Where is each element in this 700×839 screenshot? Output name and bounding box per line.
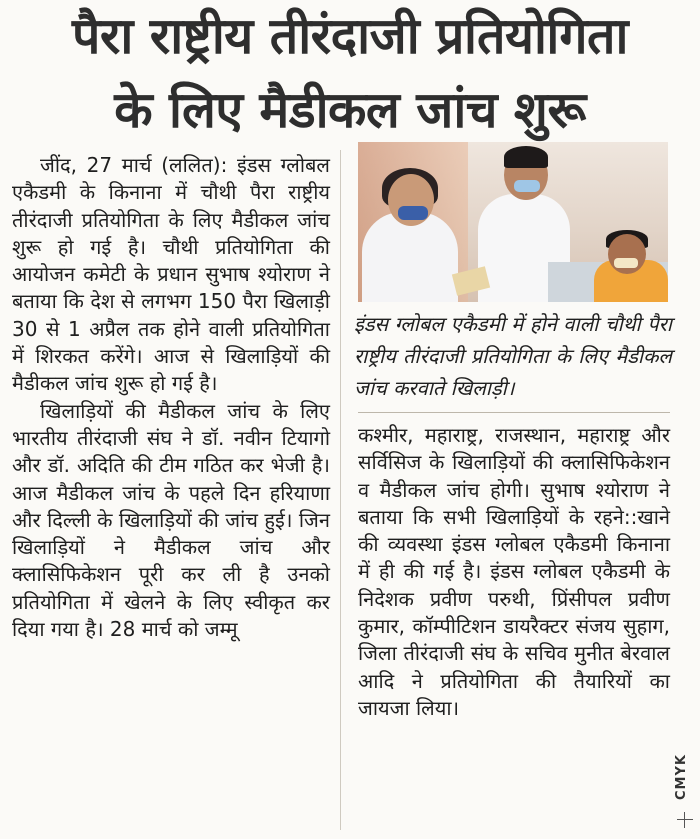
photo-doctor-hair: [504, 146, 548, 168]
photo-doctor-mask: [514, 180, 540, 192]
cmyk-print-mark: CMYK: [674, 754, 689, 800]
article-paragraph-2: खिलाड़ियों की मैडीकल जांच के लिए भारतीय तीरंदाजी संघ ने डॉ. नवीन टियागो और डॉ. अदिति की टीम गठित कर भेजी है। आज मैडीकल जांच के पहले दिन हरियाणा और दिल्ली के खिलाड़ियों की जांच हुई। जिन खिलाड़ियों ने मैडीकल जांच और क्लासिफिकेशन पूरी कर ली है उनको प्रतियोगिता में खेलने के लिए स्वीकृत कर दिया गया है। 28 मार्च को जम्मू: [12, 398, 330, 642]
registration-mark-icon: [677, 812, 693, 828]
article-column-right: [358, 422, 670, 722]
photo-athlete-head: [608, 234, 646, 274]
photo-nurse-mask: [398, 206, 428, 220]
caption-divider: [358, 412, 670, 413]
article-paragraph-1: जींद, 27 मार्च (ललित): इंडस ग्लोबल एकैडमी के किनाना में चौथी पैरा राष्ट्रीय तीरंदाजी प्रतियोगिता के लिए मैडीकल जांच शुरू हो गई है। चौथी प्रतियोगिता की आयोजन कमेटी के प्रधान सुभाष श्योराण ने बताया कि देश से लगभग 150 पैरा खिलाड़ी 30 से 1 अप्रैल तक होने वाली प्रतियोगिता में शिरकत करेंगे। आज से खिलाड़ियों की मैडीकल जांच शुरू हो गई है।: [12, 153, 330, 396]
photo-athlete-mask: [614, 258, 638, 268]
headline-line-1: पैरा राष्ट्रीय तीरंदाजी प्रतियोगिता: [72, 7, 628, 65]
headline-line-2: के लिए मैडीकल जांच शुरू: [114, 81, 586, 139]
photo-caption: इंडस ग्लोबल एकैडमी में होने वाली चौथी पैरा राष्ट्रीय तीरंदाजी प्रतियोगिता के लिए मैडीकल जांच करवाते खिलाड़ी।: [354, 312, 672, 400]
article-paragraph-3: कश्मीर, महाराष्ट्र, राजस्थान, महाराष्ट्र और सर्विसिज के खिलाड़ियों की क्लासिफिकेशन व मैडीकल जांच होगी। सुभाष श्योराण ने बताया कि सभी खिलाड़ियों के रहने::खाने की व्यवस्था इंडस ग्लोबल एकैडमी किनाना में ही की गई है। इंडस ग्लोबल एकैडमी के निदेशक प्रवीण परुथी, प्रिंसीपल प्रवीण कुमार, कॉम्पीटिशन डायरैक्टर संजय सुहाग, जिला तीरंदाजी संघ के सचिव मुनीत बेरवाल आदि ने प्रतियोगिता की तैयारियों का जायजा लिया।: [358, 423, 670, 720]
column-divider: [340, 150, 341, 830]
article-column-left: [12, 152, 330, 643]
news-photo: [358, 142, 668, 302]
